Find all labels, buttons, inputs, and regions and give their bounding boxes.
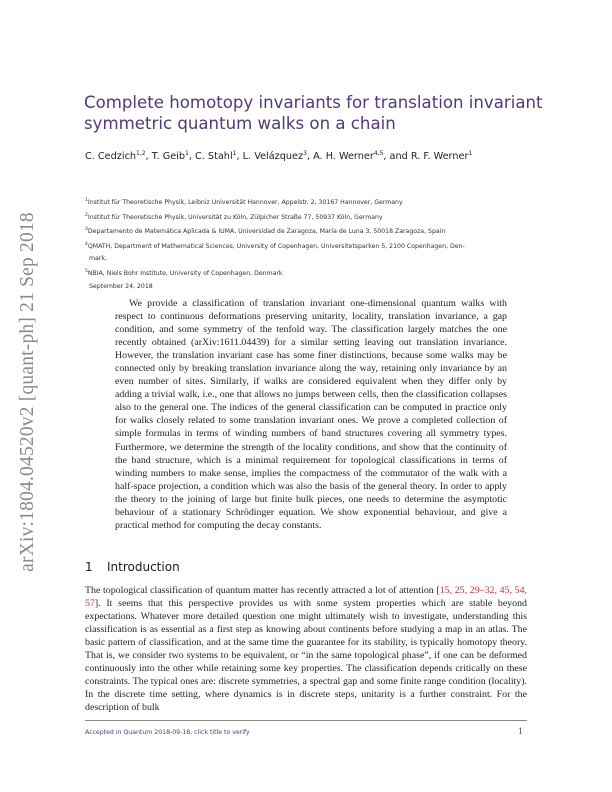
author-name: L. Velázquez [242,151,304,162]
affiliation-item [85,239,540,254]
author-name: C. Stahl [195,151,233,162]
affiliation-marker: 2 [85,212,88,218]
author-affiliation-marker: 1 [232,150,237,157]
affiliation-text: QMATH, Department of Mathematical Sciences, University of Copenhagen, Universitetsparken 5, 2100 Copenhagen, Den- [87,242,465,250]
author-name: A. H. Werner [313,151,374,162]
author-separator: , [188,151,195,162]
section-number: 1 [85,560,93,574]
section-heading-introduction [85,560,180,574]
affiliation-marker: 1 [85,198,88,203]
affiliation-item [85,224,540,239]
affiliation-item [85,195,540,210]
footer-suffix: 2018-09-18, click title to verify [152,729,250,736]
author-affiliation-marker: 1,2 [136,150,146,157]
author-name: T. Geib [151,151,185,162]
affiliation-continuation: mark, [89,255,107,263]
citation-links[interactable]: 15, 25, 29–32, 45, 54, 57 [85,585,527,610]
section-title: Introduction [107,560,180,574]
author-separator: , [236,151,243,162]
author-separator: , [145,151,152,162]
publication-date: September 24, 2018 [89,282,153,290]
affiliation-text: Departamento de Matemática Aplicada & IUMA, Universidad de Zaragoza, María de Luna 3, 50018 Zaragoza, Spain [87,228,446,236]
page-number: 1 [518,727,523,737]
footer-prefix: Accepted in [85,729,124,736]
author-list [85,150,545,162]
intro-text: The topological classification of quantum matter has recently attracted a lot of attention [ [85,585,440,596]
affiliation-text: NBIA, Niels Bohr Institute, University of Copenhagen, Denmark [87,269,283,277]
author-name: R. F. Werner [410,151,469,162]
author-affiliation-marker: 4,5 [373,150,384,157]
introduction-paragraph [85,584,527,714]
affiliation-text: Institut für Theoretische Physik, Leibniz Universität Hannover, Appelstr. 2, 30167 Hannover, Germany [87,199,403,206]
affiliation-marker: 4 [85,241,88,247]
quantum-journal-logo: Quantum [123,729,153,736]
abstract: We provide a classification of translation invariant one-dimensional quantum walks with respect to continuous deformations preserving unitarity, locality, translation invariance, a gap condition, and some symmetry of the tenfold way. The classification largely matches the one recently obtained (arXiv:1611.04439) for a similar setting leaving out translation invariance. However, the translation invariant case has some finer distinctions, because some walks may be connected only by breaking translation invariance along the way, retaining only invariance by an even number of sites. Similarly, if walks are considered equivalent when they differ only by adding a trivial walk, i.e., one that allows no jumps between cells, then the classification collapses also to the general one. The indices of the general classification can be computed in practice only for walks closely related to some translation invariant ones. We prove a completed collection of simple formulas in terms of winding numbers of band structures covering all symmetry types. Furthermore, we determine the strength of the locality conditions, and show that the continuity of the band structure, which is a minimal requirement for topological classifications in terms of winding numbers to make sense, implies the compactness of the commutator of the walk with a half-space projection, a condition which was also the basis of the general theory. In order to apply the theory to the joining of large but finite bulk pieces, one needs to determine the asymptotic behaviour of a stationary Schrödinger equation. We show exponential behaviour, and give a practical method for computing the decay constants. [115,298,507,531]
arxiv-stamp-text: arXiv:1804.04520v2 [quant-ph] 21 Sep 2018 [17,212,39,572]
affiliation-text: Institut für Theoretische Physik, Universität zu Köln, Zülpicher Straße 77, 50937 Köln, Germany [87,213,383,221]
paper-title[interactable]: Complete homotopy invariants for translation invariant symmetric quantum walks on a chain [84,93,543,133]
arxiv-identifier-stamp [8,182,48,602]
author-separator: , [306,151,314,162]
footer-divider [85,720,527,721]
affiliation-marker: 5 [85,268,88,274]
affiliation-list [85,195,540,293]
affiliation-marker: 3 [85,227,88,233]
intro-text: ]. It seems that this perspective provides us with some system properties which are stable beyond expectations. Whatever more detailed question one might ultimately wish to investigate, understanding this classification is as essential as a first step as knowing about continents before studying a map in an atlas. The basic pattern of classification, and at the same time the guarantee for its stability, is typically homotopy theory. That is, we consider two systems to be equivalent, or “in the same topological phase”, if one can be deformed continuously into the other while retaining some key properties. The classification depends critically on these constraints. The typical ones are: discrete symmetries, a spectral gap and some finite range condition (locality). In the discrete time setting, where dynamics is in discrete steps, unitarity is a further constraint. For the description of bulk [85,598,527,714]
affiliation-item [85,266,540,281]
affiliation-item [85,210,540,225]
author-affiliation-marker: 1 [468,150,473,157]
footer-acceptance-note[interactable] [85,729,250,736]
author-name: C. Cedzich [85,151,137,162]
author-affiliation-marker: 1 [185,150,189,157]
author-separator: , and [383,151,411,162]
author-affiliation-marker: 3 [303,150,307,157]
